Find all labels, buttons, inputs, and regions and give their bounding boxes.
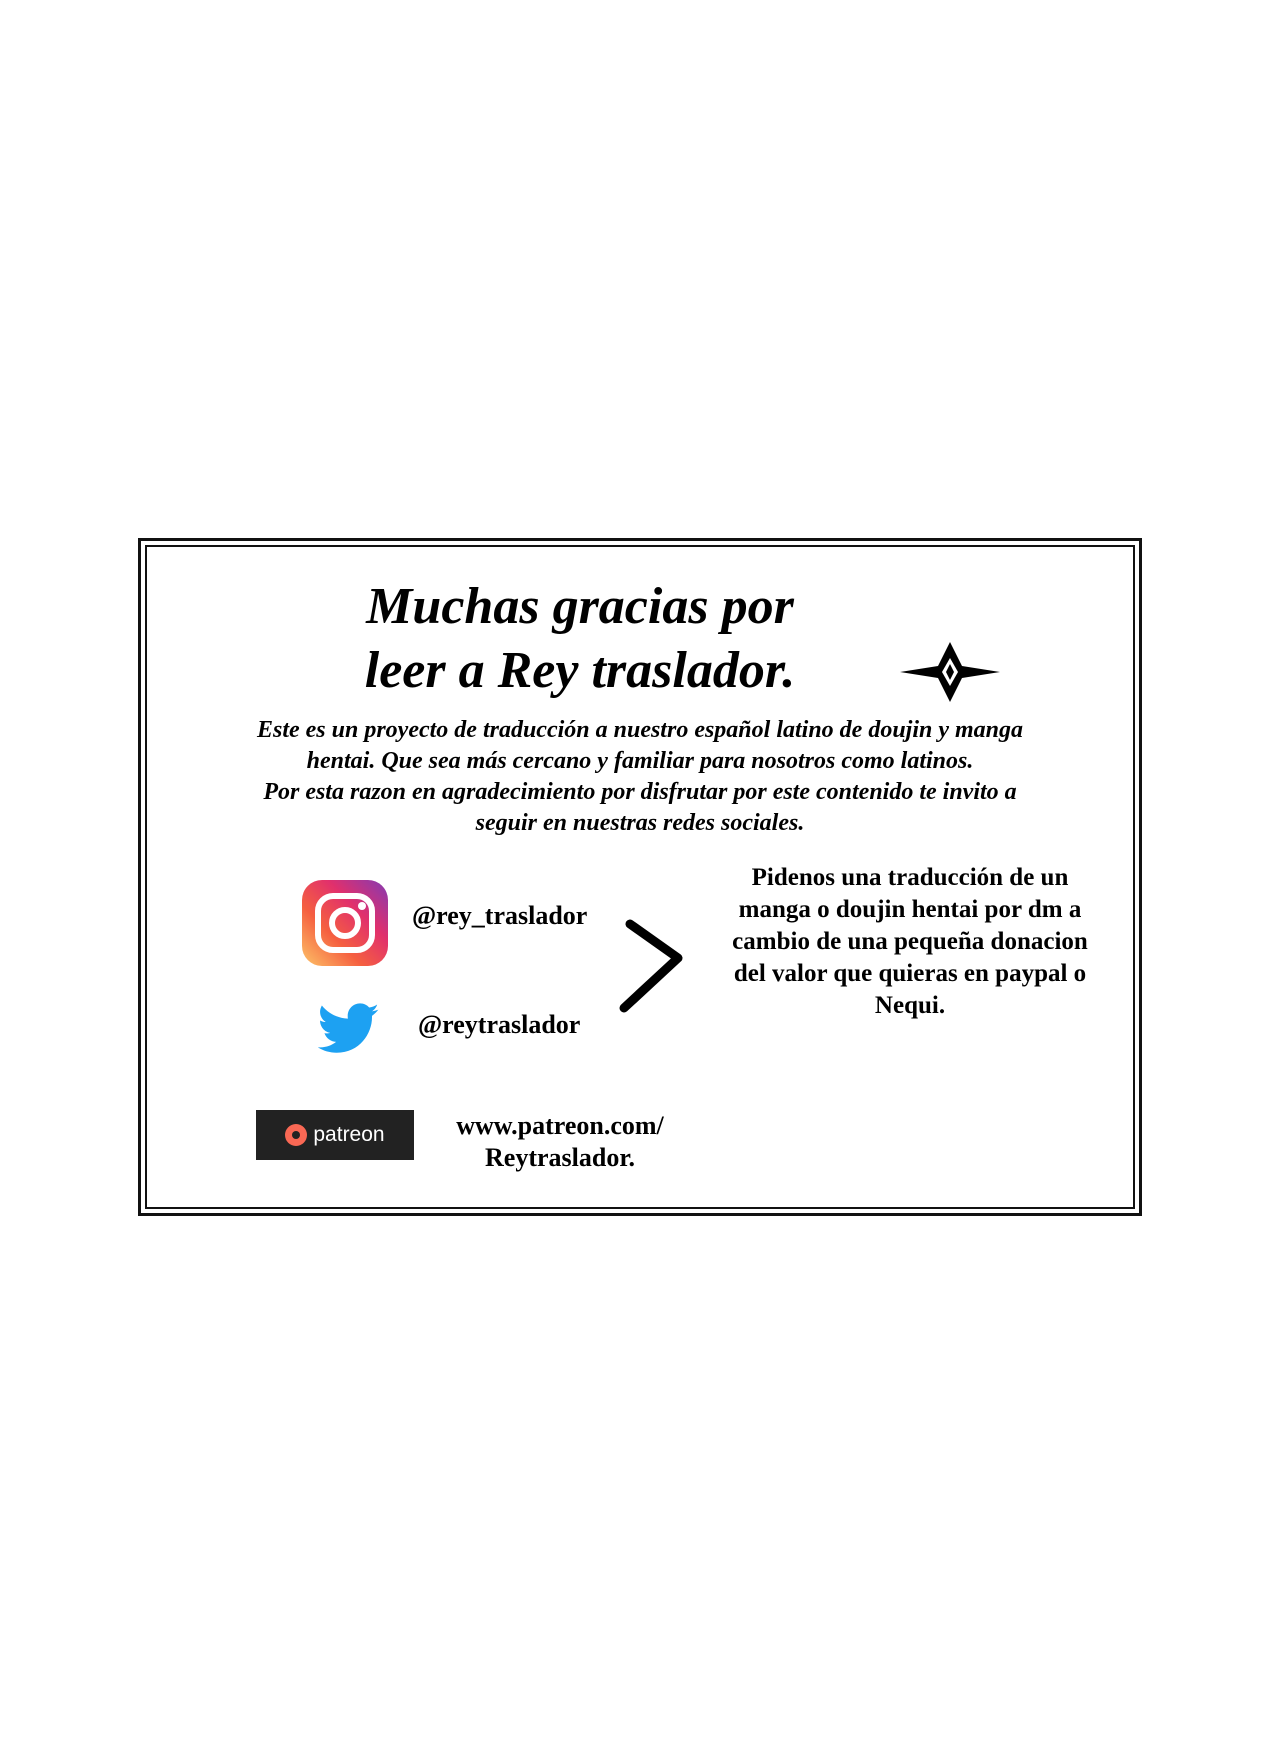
patreon-url-line-1: www.patreon.com/ [456,1111,664,1140]
project-description [170,715,1110,839]
request-line-3: cambio de una pequeña donacion [732,928,1088,955]
patreon-url[interactable] [440,1110,680,1174]
request-line-4: del valor que quieras en paypal o [733,960,1087,987]
thanks-title-line-1: Muchas gracias por [366,578,794,635]
description-line-1: Este es un proyecto de traducción a nuestro español latino de doujin y manga [256,717,1024,743]
patreon-logo[interactable] [256,1110,414,1160]
instagram-handle[interactable]: @rey_traslador [412,901,588,930]
translation-request-note [700,862,1120,1022]
request-line-1: Pidenos una traducción de un [751,864,1069,891]
patreon-logo-text: patreon [313,1123,385,1146]
thanks-title [300,575,860,703]
blank-illustration-area [0,0,1280,520]
description-line-2: hentai. Que sea más cercano y familiar para nosotros como latinos. [306,748,974,774]
thanks-title-line-2: leer a Rey traslador. [364,642,796,699]
patreon-icon [285,1124,307,1146]
four-point-star-icon [900,642,1000,702]
instagram-icon[interactable] [302,880,388,966]
description-line-4: seguir en nuestras redes sociales. [475,810,805,836]
description-line-3: Por esta razon en agradecimiento por disfrutar por este contenido te invito a [263,779,1017,805]
twitter-handle[interactable]: @reytraslador [418,1010,581,1039]
twitter-icon[interactable] [318,1003,380,1055]
request-line-5: Nequi. [874,992,946,1019]
request-line-2: manga o doujin hentai por dm a [738,896,1082,923]
patreon-url-line-2: Reytraslador. [485,1143,635,1172]
chevron-right-icon [612,908,692,1018]
